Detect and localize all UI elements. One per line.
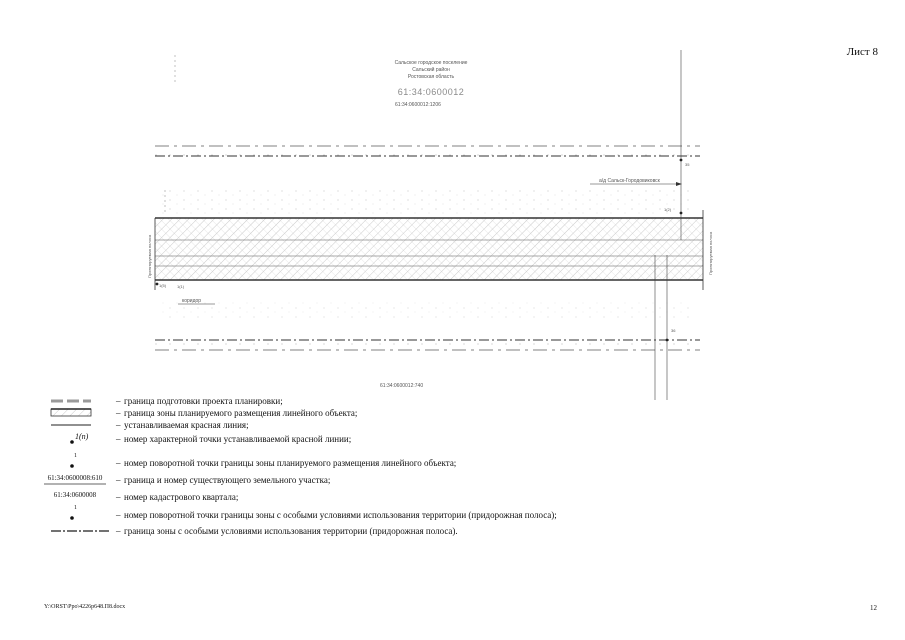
legend-item xyxy=(36,491,856,507)
legend-text: номер характерной точки устанавливаемой красной линии; xyxy=(124,434,352,444)
object-zone xyxy=(155,210,703,290)
legend-symbol-label: 61:34:0600008:610 xyxy=(47,474,103,482)
legend-dash: – xyxy=(116,492,121,502)
zone-point-symbol xyxy=(36,457,114,473)
map-header-line: Сальское городское поселение xyxy=(394,60,468,66)
legend-text: номер поворотной точки границы зоны с особыми условиями использования территории (придорожная полоса); xyxy=(124,510,557,520)
legend-dash: – xyxy=(116,396,121,406)
legend-dash: – xyxy=(116,510,121,520)
point-label: 35 xyxy=(685,162,690,167)
legend-dash: – xyxy=(116,434,121,444)
point-label: 1(2) xyxy=(664,207,672,212)
legend-text: граница зоны планируемого размещения линейного объекта; xyxy=(124,408,358,418)
legend-dash: – xyxy=(116,475,121,485)
legend-item xyxy=(36,525,856,541)
point-marker xyxy=(666,339,669,342)
corridor-label: коридор xyxy=(182,298,202,304)
sheet-label: Лист 8 xyxy=(846,46,878,58)
legend-text: граница и номер существующего земельного участка; xyxy=(124,475,331,485)
point-marker xyxy=(156,283,159,286)
file-path: Y:\ORST\Ppo\4226р648.П8.docx xyxy=(44,604,126,610)
terrain-texture xyxy=(160,300,690,320)
special-zone-symbol xyxy=(36,525,114,541)
vertical-label-left: Проектируемая полоса xyxy=(147,234,152,278)
parcel-symbol xyxy=(36,474,114,490)
parcel-number-top: 61:34:0600012:1206 xyxy=(395,102,441,108)
vertical-label-right: Проектируемая полоса xyxy=(708,231,713,275)
legend-dash: – xyxy=(116,458,121,468)
page-number: 12 xyxy=(870,604,877,612)
legend-text: граница зоны с особыми условиями использования территории (придорожная полоса). xyxy=(124,526,458,536)
point-label: 36 xyxy=(671,328,676,333)
quarter-number: 61:34:0600012 xyxy=(397,87,465,97)
map-header-line: Сальский район xyxy=(412,67,450,73)
terrain-texture xyxy=(160,190,690,215)
point-marker xyxy=(680,159,683,162)
road-label: а/д Сальск-Городовиковск xyxy=(599,178,660,184)
legend-item xyxy=(36,505,856,525)
parcel-number-bottom: 61:34:0600012:740 xyxy=(380,383,424,389)
legend-symbol-label: 1 xyxy=(74,453,77,459)
legend-symbol-label: 1 xyxy=(74,505,77,511)
point-label: 1(1) xyxy=(177,284,185,289)
point-marker xyxy=(680,212,683,215)
legend-symbol-label: 61:34:0600008 xyxy=(53,491,97,499)
legend-item xyxy=(36,433,856,449)
legend-item xyxy=(36,453,856,473)
map-header-line: Ростовская область xyxy=(407,74,455,80)
legend-text: устанавливаемая красная линия; xyxy=(124,420,249,430)
legend-dash: – xyxy=(116,526,121,536)
planning-boundary-bottom xyxy=(155,340,700,350)
special-point-symbol xyxy=(36,509,114,525)
legend-item xyxy=(36,474,856,490)
legend-text: номер поворотной точки границы зоны планируемого размещения линейного объекта; xyxy=(124,458,457,468)
legend-dash: – xyxy=(116,420,121,430)
legend-text: номер кадастрового квартала; xyxy=(124,492,239,502)
legend-dash: – xyxy=(116,408,121,418)
legend-symbol-label: 1(n) xyxy=(75,432,89,441)
planning-boundary-top xyxy=(155,146,700,156)
legend-text: граница подготовки проекта планировки; xyxy=(124,396,283,406)
point-label: 1(5) xyxy=(159,283,167,288)
